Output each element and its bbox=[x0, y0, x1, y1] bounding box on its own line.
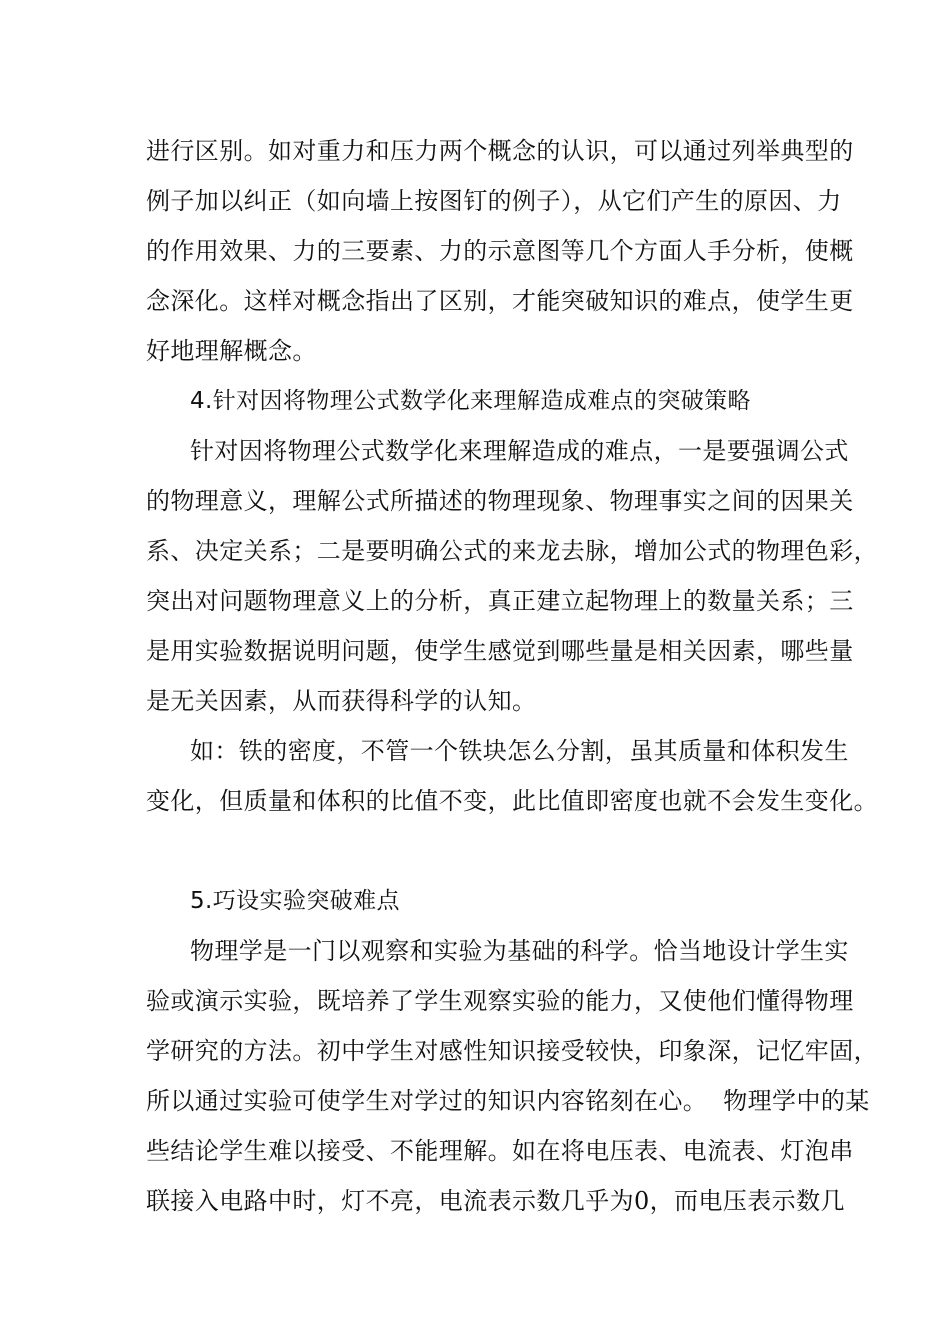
text-line: 好地理解概念。 bbox=[146, 337, 317, 365]
text-line: 所以通过实验可使学生对学过的知识内容铭刻在心。 物理学中的某 bbox=[146, 1087, 870, 1115]
paragraph-first-line: 针对因将物理公式数学化来理解造成的难点，一是要强调公式 bbox=[190, 437, 849, 465]
text-line: 系、决定关系；二是要明确公式的来龙去脉，增加公式的物理色彩， bbox=[146, 537, 878, 565]
paragraph-first-line: 如：铁的密度，不管一个铁块怎么分割，虽其质量和体积发生 bbox=[190, 737, 849, 765]
text-line: 突出对问题物理意义上的分析，真正建立起物理上的数量关系；三 bbox=[146, 587, 854, 615]
text-line: 学研究的方法。初中学生对感性知识接受较快，印象深，记忆牢固， bbox=[146, 1037, 878, 1065]
text-line: 例子加以纠正（如向墙上按图钉的例子），从它们产生的原因、力 bbox=[146, 187, 842, 215]
text-line: 是用实验数据说明问题，使学生感觉到哪些量是相关因素，哪些量 bbox=[146, 637, 854, 665]
text-line: 变化，但质量和体积的比值不变，此比值即密度也就不会发生变化。 bbox=[146, 787, 878, 815]
section-heading: 5.巧设实验突破难点 bbox=[190, 888, 400, 914]
section-heading: 4.针对因将物理公式数学化来理解造成难点的突破策略 bbox=[190, 388, 751, 414]
text-line: 的作用效果、力的三要素、力的示意图等几个方面人手分析，使概 bbox=[146, 237, 854, 265]
text-line: 的物理意义，理解公式所描述的物理现象、物理事实之间的因果关 bbox=[146, 487, 854, 515]
paragraph-first-line: 物理学是一门以观察和实验为基础的科学。恰当地设计学生实 bbox=[190, 937, 849, 965]
text-line: 些结论学生难以接受、不能理解。如在将电压表、电流表、灯泡串 bbox=[146, 1137, 854, 1165]
text-line: 联接入电路中时，灯不亮，电流表示数几乎为0，而电压表示数几 bbox=[146, 1187, 845, 1215]
text-line: 验或演示实验，既培养了学生观察实验的能力，又使他们懂得物理 bbox=[146, 987, 854, 1015]
text-line: 进行区别。如对重力和压力两个概念的认识，可以通过列举典型的 bbox=[146, 137, 854, 165]
text-line: 念深化。这样对概念指出了区别，才能突破知识的难点，使学生更 bbox=[146, 287, 854, 315]
text-line: 是无关因素，从而获得科学的认知。 bbox=[146, 687, 537, 715]
